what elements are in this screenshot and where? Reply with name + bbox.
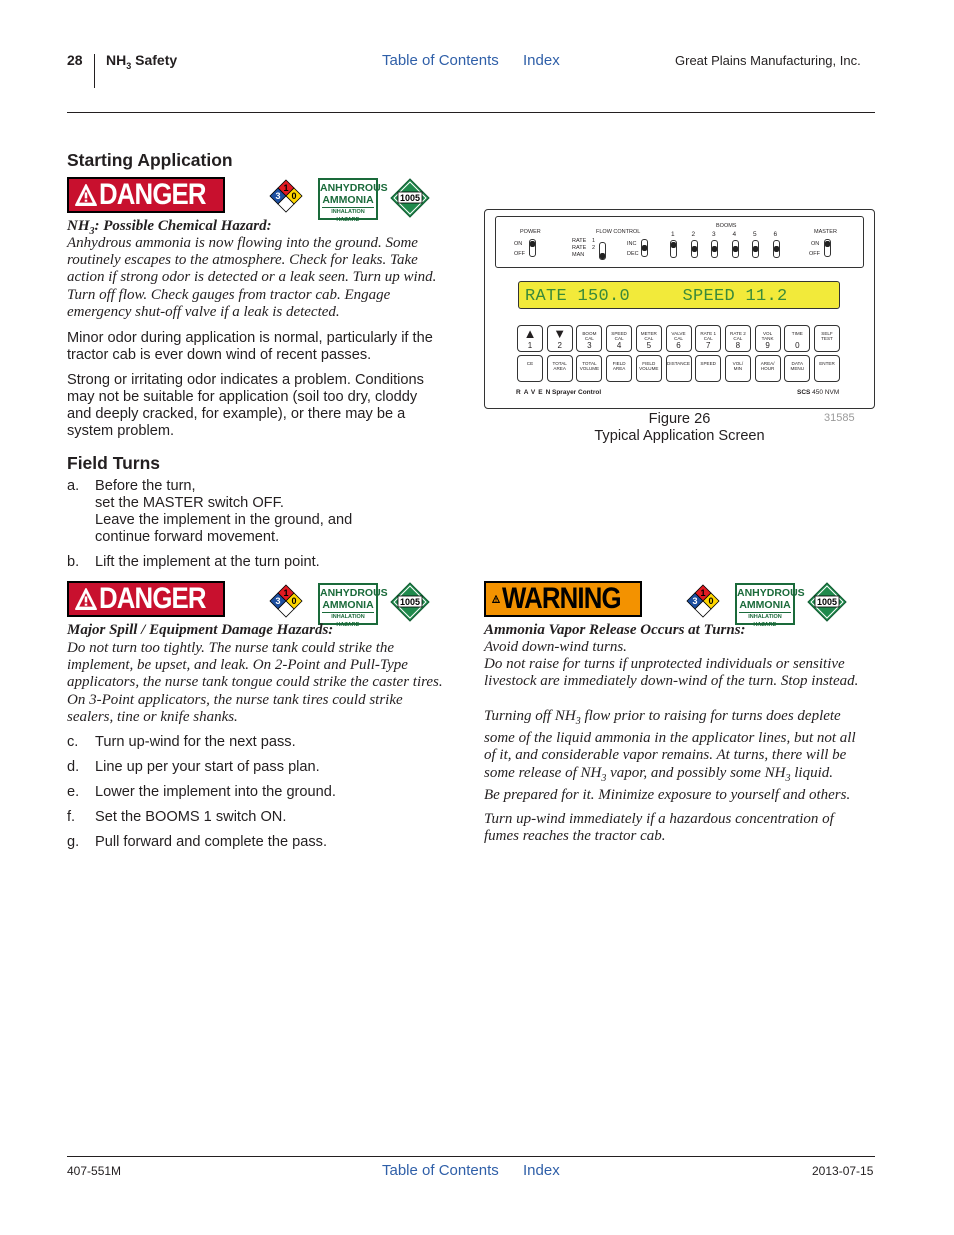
section-title: $NH_3$ Safety bbox=[106, 52, 178, 71]
keypad-key-label: ▼ bbox=[553, 326, 567, 341]
page-number: 28 bbox=[67, 52, 83, 68]
keypad-key bbox=[695, 355, 721, 382]
keypad-key bbox=[576, 355, 602, 382]
svg-text:1005: 1005 bbox=[399, 193, 421, 203]
vapor-text-1: Avoid down-wind turns. Do not raise for turns if unprotected individuals or sensitive livestock are immediately down-wind of the turn. Stop instead. bbox=[484, 639, 859, 690]
field-turns-heading: Field Turns bbox=[67, 453, 161, 473]
keypad-key-number: 1 bbox=[527, 341, 533, 350]
svg-text:1: 1 bbox=[283, 183, 289, 193]
switch-panel bbox=[495, 216, 864, 268]
keypad-key-label: TOTAL VOLUME bbox=[579, 361, 600, 371]
boom-toggle bbox=[732, 240, 739, 258]
starting-heading: Starting Application bbox=[67, 150, 233, 170]
keypad-key bbox=[606, 355, 632, 382]
step-b: b. Lift the implement at the turn point. bbox=[67, 554, 320, 570]
keypad-key-label: SPEED CAL bbox=[611, 331, 627, 341]
spill-title: Major Spill / Equipment Damage Hazards: bbox=[67, 622, 334, 638]
boom-number-label: 6 bbox=[773, 231, 778, 238]
keypad-key-number: 7 bbox=[705, 341, 711, 350]
odor-paragraph-2: Strong or irritating odor indicates a problem. Conditions may not be suitable for application (soil too dry, cloddy and deeply cracked, for example), or there may be a system problem. bbox=[67, 372, 424, 439]
keypad-key-label: RATE 1 CAL bbox=[700, 331, 717, 341]
boom-toggle bbox=[711, 240, 718, 258]
keypad-key bbox=[755, 325, 781, 352]
step-c: c. Turn up-wind for the next pass. bbox=[67, 734, 296, 750]
keypad-key-label: ENTER bbox=[819, 361, 835, 366]
master-off-label: OFF bbox=[809, 251, 820, 257]
svg-text:1005: 1005 bbox=[816, 597, 838, 607]
keypad-key bbox=[725, 355, 751, 382]
power-label: POWER bbox=[520, 229, 541, 235]
dec-label: DEC bbox=[627, 251, 639, 257]
keypad-key-label: FIELD VOLUME bbox=[639, 361, 659, 371]
keypad-key-label: DISTANCE bbox=[667, 361, 690, 366]
booms-label: BOOMS bbox=[716, 223, 737, 229]
header-rule bbox=[67, 112, 875, 113]
vapor-title: Ammonia Vapor Release Occurs at Turns: bbox=[484, 622, 746, 638]
svg-text:1: 1 bbox=[283, 588, 289, 598]
sprayer-control-label: Sprayer Control bbox=[552, 389, 602, 396]
keypad-key-number: 6 bbox=[676, 341, 681, 350]
keypad-key bbox=[784, 355, 810, 382]
power-off-label: OFF bbox=[514, 251, 525, 257]
keypad-key bbox=[517, 325, 543, 352]
alert-triangle-icon bbox=[75, 585, 97, 613]
keypad-key-label: VOL TANK bbox=[761, 331, 774, 341]
flow-control-label: FLOW CONTROL bbox=[596, 229, 641, 235]
power-toggle bbox=[529, 239, 536, 257]
keypad-key bbox=[636, 325, 662, 352]
power-on-label: ON bbox=[514, 241, 523, 247]
keypad-key bbox=[606, 325, 632, 352]
keypad-key-number: 0 bbox=[795, 341, 800, 350]
keypad-key bbox=[695, 325, 721, 352]
keypad-row-1 bbox=[517, 325, 847, 353]
boom-number-label: 2 bbox=[691, 231, 696, 238]
keypad-key-label: DATA MENU bbox=[790, 361, 805, 371]
svg-text:1005: 1005 bbox=[399, 597, 421, 607]
keypad-key bbox=[576, 325, 602, 352]
un-1005-diamond-icon bbox=[390, 178, 430, 218]
nfpa-diamond-icon bbox=[686, 584, 720, 618]
nfpa-diamond-icon bbox=[269, 179, 303, 213]
footer-toc-link[interactable]: Table of Contents bbox=[382, 1162, 499, 1179]
boom-toggle bbox=[670, 240, 677, 258]
keypad-key bbox=[666, 325, 692, 352]
raven-brand: RAVEN bbox=[516, 389, 554, 396]
danger-badge-2: DANGER bbox=[67, 581, 225, 617]
keypad-key-number: 5 bbox=[646, 341, 652, 350]
keypad-key-number: 8 bbox=[735, 341, 741, 350]
boom-number-label: 5 bbox=[753, 231, 757, 238]
svg-text:0: 0 bbox=[291, 191, 297, 201]
svg-text:1: 1 bbox=[700, 588, 706, 598]
hazard-text: Anhydrous ammonia is now flowing into the ground. Some routinely escapes to the atmosphere. Check for leaks. Take action if strong odor is detected or a leak seen. Turn up wind. Turn off flow. Check gauges from tractor cab. Engage emergency shut-off valve if a leak is detected. bbox=[67, 235, 437, 320]
master-toggle bbox=[824, 239, 831, 257]
sprayer-console-figure bbox=[484, 209, 875, 409]
header-index-link[interactable]: Index bbox=[523, 52, 560, 69]
keypad-key bbox=[547, 325, 573, 352]
company-name: Great Plains Manufacturing, Inc. bbox=[675, 53, 861, 68]
doc-number: 407-551M bbox=[67, 1164, 122, 1178]
inc-dec-toggle bbox=[641, 239, 648, 257]
ammonia-placard: ANHYDROUS AMMONIA INHALATION HAZARD bbox=[318, 583, 378, 625]
step-e: e. Lower the implement into the ground. bbox=[67, 784, 336, 800]
footer-index-link[interactable]: Index bbox=[523, 1162, 560, 1179]
lcd-display bbox=[518, 281, 840, 309]
vapor-text-2: Turning off $NH_3$ flow prior to raising for turns does deplete some of the liquid ammonia in the applicator lines, but not all of it, and considerable vapor remains. At turns, there will be some release of $NH_3$ vapor, and possibly some $NH_3$ liquid. Be prepared for it. Minimize exposure to yourself and others. bbox=[484, 708, 856, 803]
rate-labels: RATE RATE MAN bbox=[572, 238, 587, 258]
hazard-title: $NH_3$: Possible Chemical Hazard: bbox=[67, 218, 272, 237]
ammonia-placard: ANHYDROUS AMMONIA INHALATION HAZARD bbox=[318, 178, 378, 220]
keypad-key bbox=[814, 325, 840, 352]
keypad-key-label: SPEED bbox=[700, 361, 716, 366]
keypad-key-label: VALVE CAL bbox=[671, 331, 686, 341]
step-a: a. Before the turn, set the MASTER switch OFF. Leave the implement in the ground, and continue forward movement. bbox=[67, 478, 353, 545]
lcd-text: RATE 150.0 SPEED 11.2 bbox=[525, 287, 788, 306]
footer-date: 2013-07-15 bbox=[812, 1164, 874, 1178]
keypad-key-label: BOOM CAL bbox=[582, 331, 597, 341]
keypad-key bbox=[784, 325, 810, 352]
keypad-key bbox=[814, 355, 840, 382]
boom-number-label: 3 bbox=[712, 231, 716, 238]
ammonia-placard: ANHYDROUS AMMONIA INHALATION HAZARD bbox=[735, 583, 795, 625]
header-toc-link[interactable]: Table of Contents bbox=[382, 52, 499, 69]
nfpa-diamond-icon bbox=[269, 584, 303, 618]
boom-number-label: 4 bbox=[732, 231, 737, 238]
keypad-key bbox=[725, 325, 751, 352]
odor-paragraph-1: Minor odor during application is normal, particularly if the tractor cab is ever down wind of recent passes. bbox=[67, 330, 433, 363]
master-label: MASTER bbox=[814, 229, 837, 235]
boom-toggle bbox=[691, 240, 698, 258]
keypad-key bbox=[636, 355, 662, 382]
step-f: f. Set the BOOMS 1 switch ON. bbox=[67, 809, 287, 825]
master-on-label: ON bbox=[811, 241, 820, 247]
figure-code: 31585 bbox=[824, 412, 855, 424]
keypad-key-label: AREA/ HOUR bbox=[760, 361, 775, 371]
keypad-key-label: METER CAL bbox=[640, 331, 657, 341]
step-g: g. Pull forward and complete the pass. bbox=[67, 834, 328, 850]
keypad-key-label: SELF TEST bbox=[821, 331, 833, 341]
keypad-key-label: RATE 2 CAL bbox=[730, 331, 746, 341]
rate-toggle bbox=[599, 242, 606, 260]
spill-text: Do not turn too tightly. The nurse tank could strike the implement, be upset, and leak. On 2-Point and Pull-Type applicators, the nurse tank tongue could strike the caster tires. On 3-Point applicators, the nurse tank tires could strike sealers, tine or knife shanks. bbox=[67, 640, 443, 725]
un-1005-diamond-icon bbox=[390, 582, 430, 622]
keypad-key-number: 2 bbox=[557, 341, 562, 350]
svg-text:0: 0 bbox=[291, 596, 297, 606]
keypad-row-2 bbox=[517, 355, 847, 383]
vapor-text-3: Turn up-wind immediately if a hazardous concentration of fumes reaches the tractor cab. bbox=[484, 811, 834, 845]
footer-rule bbox=[67, 1156, 875, 1157]
warning-badge: WARNING bbox=[484, 581, 642, 617]
keypad-key bbox=[517, 355, 543, 382]
keypad-key-label: TOTAL AREA bbox=[552, 361, 567, 371]
danger-badge: DANGER bbox=[67, 177, 225, 213]
header-divider bbox=[94, 54, 95, 88]
alert-triangle-icon bbox=[75, 181, 97, 209]
keypad-key-number: 4 bbox=[616, 341, 622, 350]
keypad-key-label: FIELD AREA bbox=[612, 361, 626, 371]
boom-switches bbox=[670, 231, 790, 263]
model-label: SCS 450 NVM bbox=[797, 389, 840, 396]
keypad-key-label: VOL/ MIN bbox=[732, 361, 744, 371]
un-1005-diamond-icon bbox=[807, 582, 847, 622]
keypad-key-label: CE bbox=[526, 361, 534, 366]
boom-toggle bbox=[773, 240, 780, 258]
rate-numbers: 1 2 bbox=[592, 238, 596, 251]
svg-text:3: 3 bbox=[692, 596, 698, 606]
svg-text:3: 3 bbox=[275, 191, 281, 201]
keypad-key-label: TIME bbox=[791, 331, 803, 336]
inc-label: INC bbox=[627, 241, 637, 247]
boom-number-label: 1 bbox=[671, 231, 675, 238]
keypad-key-label: ▲ bbox=[523, 326, 537, 341]
keypad-key-number: 3 bbox=[587, 341, 592, 350]
keypad-key bbox=[755, 355, 781, 382]
step-d: d. Line up per your start of pass plan. bbox=[67, 759, 320, 775]
keypad-key bbox=[547, 355, 573, 382]
svg-text:3: 3 bbox=[275, 596, 281, 606]
keypad-key bbox=[666, 355, 692, 382]
figure-caption: Figure 26 Typical Application Screen bbox=[594, 411, 765, 444]
keypad-key-number: 9 bbox=[765, 341, 770, 350]
boom-toggle bbox=[752, 240, 759, 258]
svg-text:0: 0 bbox=[708, 596, 714, 606]
alert-triangle-icon bbox=[492, 585, 500, 613]
